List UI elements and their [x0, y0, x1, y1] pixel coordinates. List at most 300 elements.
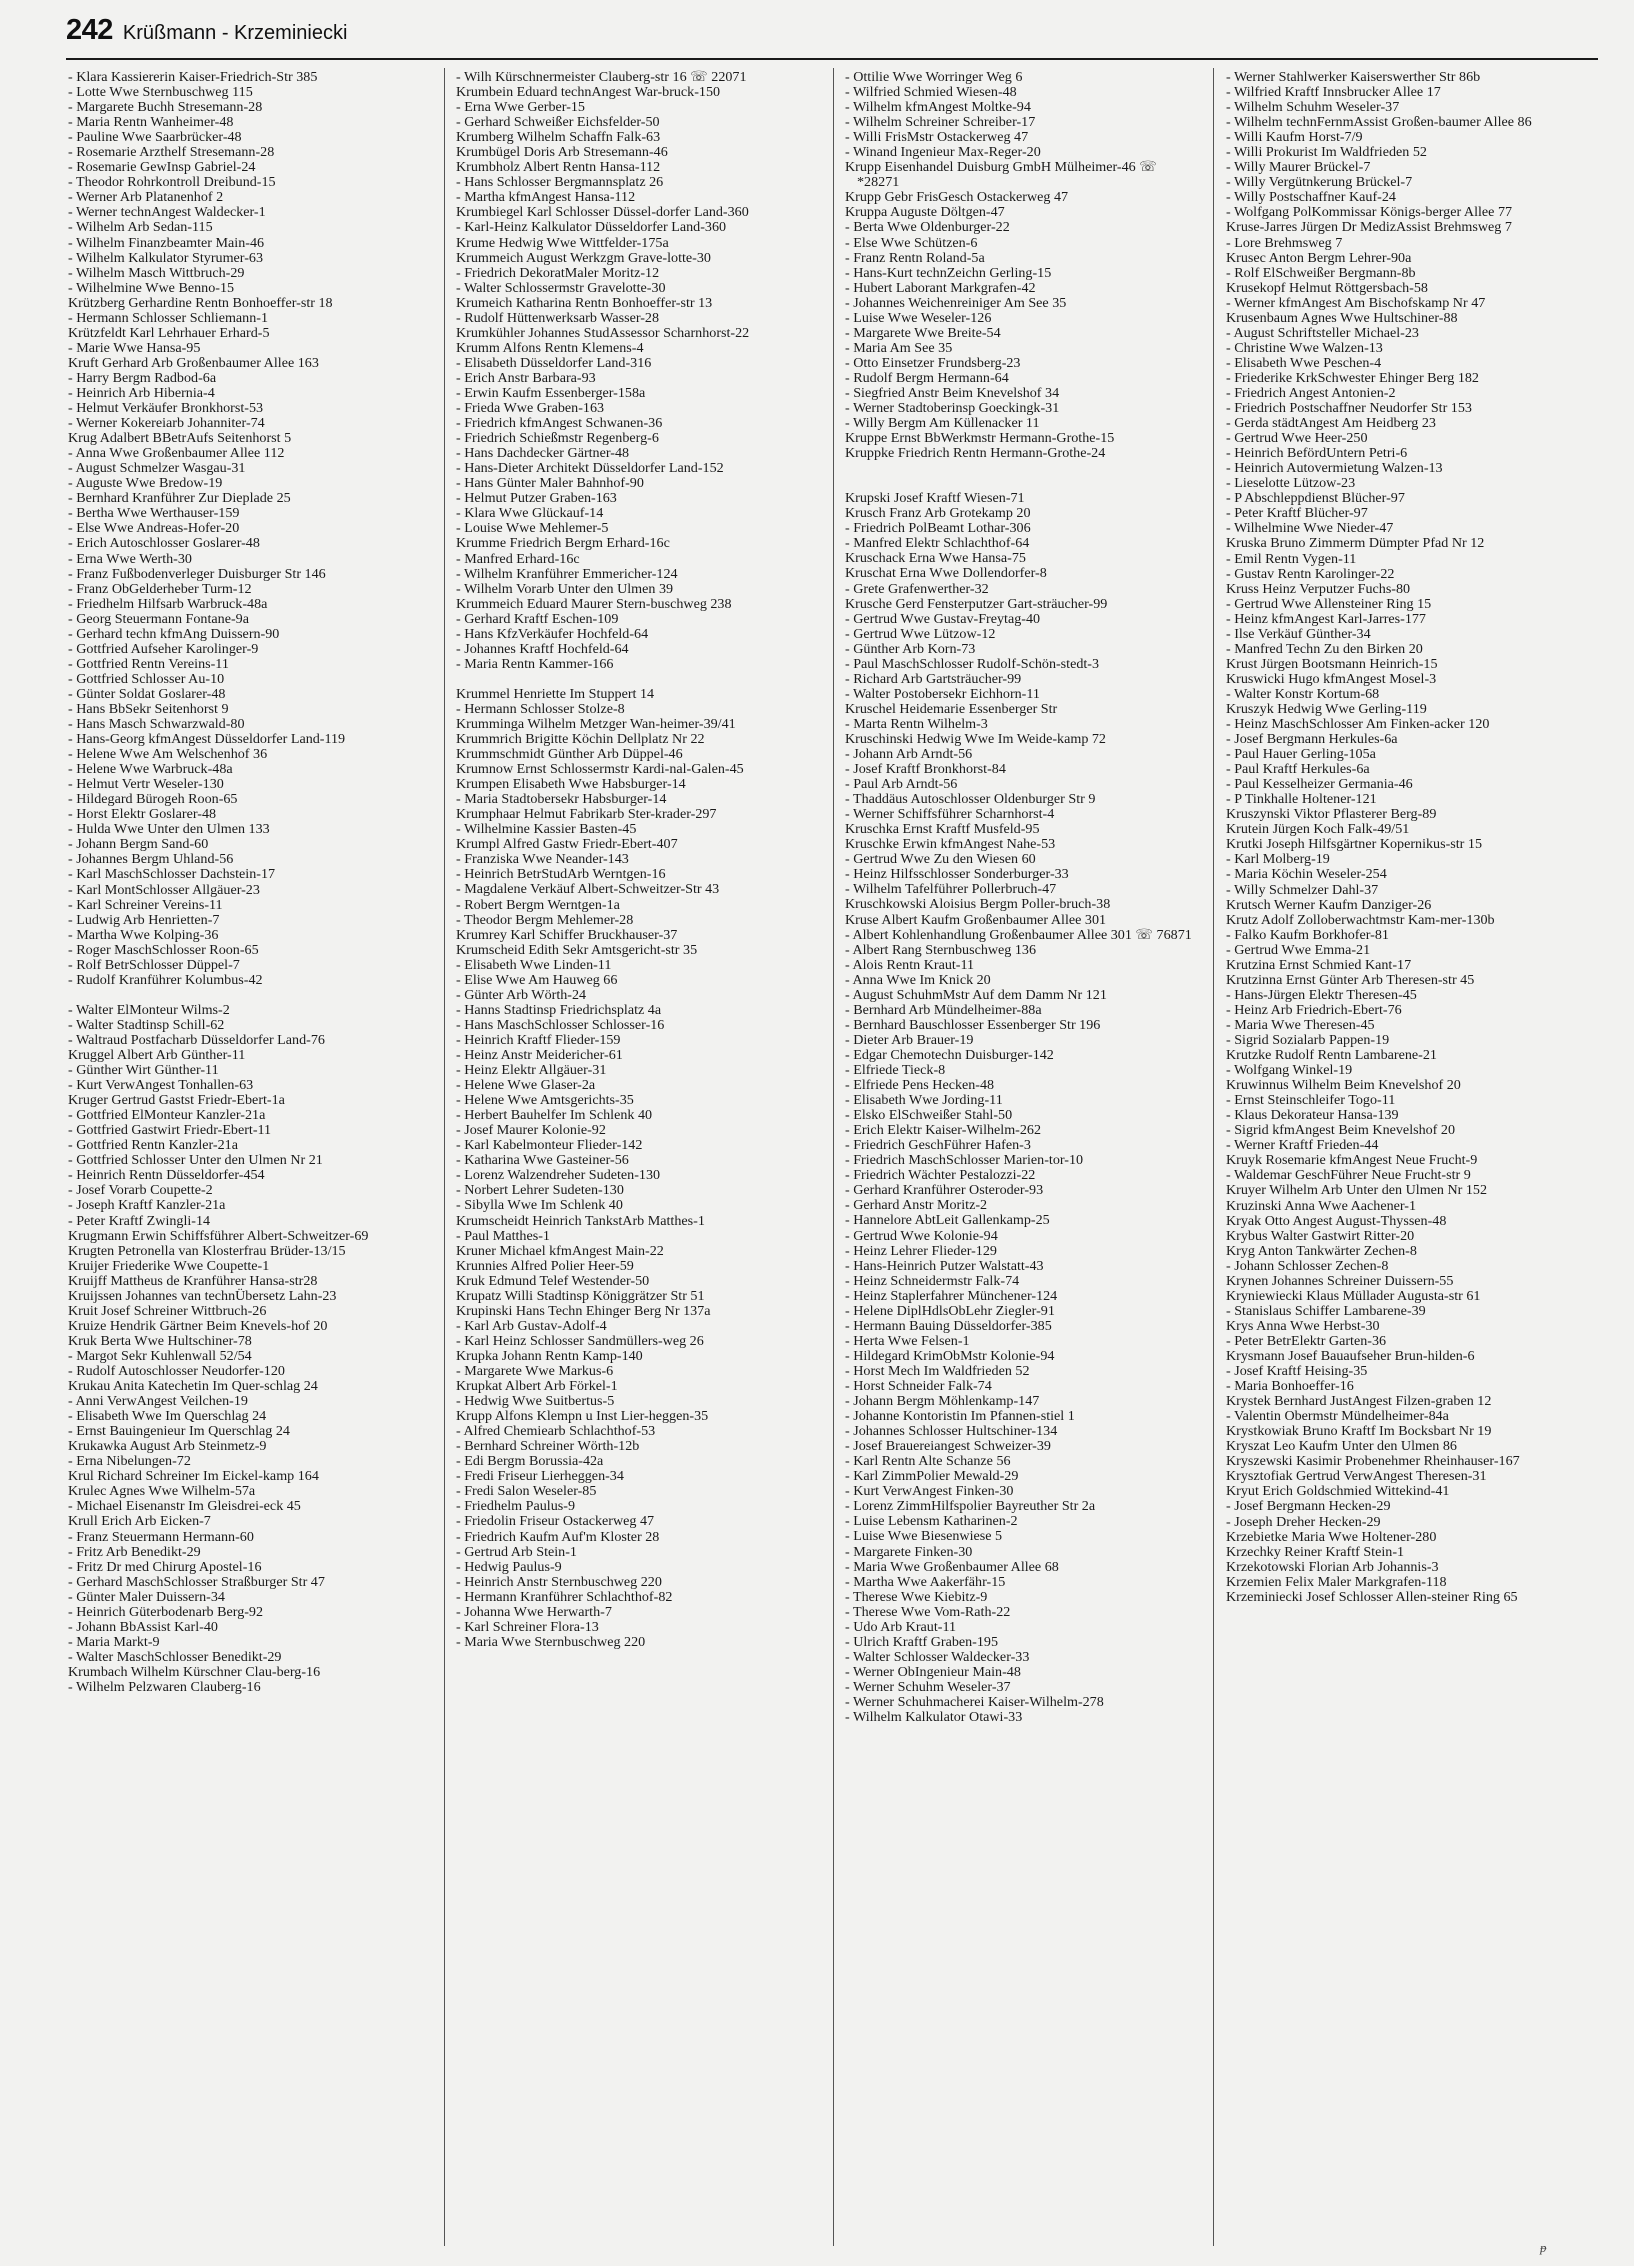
directory-entry: - Maria Köchin Weseler-254: [1226, 866, 1387, 883]
directory-entry: - Lorenz Walzendreher Sudeten-130: [456, 1167, 661, 1184]
directory-entry: - Franziska Wwe Neander-143: [456, 851, 629, 868]
directory-entry: Krumrey Karl Schiffer Bruckhauser-37: [456, 926, 678, 943]
directory-entry: - Lorenz ZimmHilfspolier Bayreuther Str 2a: [845, 1498, 1096, 1515]
directory-entry: - Fritz Arb Benedikt-29: [68, 1543, 201, 1560]
directory-entry: - Hans KfzVerkäufer Hochfeld-64: [456, 625, 649, 642]
directory-entry: - Hans MaschSchlosser Schlosser-16: [456, 1016, 665, 1033]
directory-entry: - Johann Bergm Sand-60: [68, 836, 209, 853]
directory-entry: Krummrich Brigitte Köchin Dellplatz Nr 22: [456, 731, 705, 748]
directory-entry: - Gerhard Anstr Moritz-2: [845, 1197, 988, 1214]
directory-entry: - Elisabeth Düsseldorfer Land-316: [456, 354, 652, 371]
directory-entry: - Gustav Rentn Karolinger-22: [1226, 565, 1395, 582]
directory-entry: - Rudolf Bergm Hermann-64: [845, 369, 1009, 386]
directory-entry: - Sigrid Sozialarb Pappen-19: [1226, 1032, 1390, 1048]
directory-entry: Kruszynski Viktor Pflasterer Berg-89: [1226, 806, 1437, 823]
directory-entry: - Hans Dachdecker Gärtner-48: [456, 445, 630, 462]
directory-entry: - Berta Wwe Oldenburger-22: [845, 219, 1010, 236]
directory-entry: - Karl Schreiner Vereins-11: [68, 896, 223, 913]
directory-entry: - Karl Schreiner Flora-13: [456, 1618, 599, 1635]
directory-entry: Krusch Franz Arb Grotekamp 20: [845, 505, 1031, 522]
directory-entry: - Edgar Chemotechn Duisburger-142: [845, 1046, 1054, 1063]
directory-entry: Krzekotowski Florian Arb Johannis-3: [1226, 1558, 1439, 1575]
directory-entry: Krupatz Willi Stadtinsp Königgrätzer Str 51: [456, 1287, 705, 1304]
directory-entry: - Paul Arb Arndt-56: [845, 776, 958, 793]
directory-entry: - Edi Bergm Borussia-42a: [456, 1453, 604, 1470]
directory-entry: Kryg Anton Tankwärter Zechen-8: [1226, 1242, 1417, 1259]
directory-entry: - Friedrich MaschSchlosser Marien-tor-10: [845, 1152, 1084, 1169]
directory-entry: - Wilfried Schmied Wiesen-48: [845, 84, 1017, 101]
directory-entry: - Werner Schuhm Weseler-37: [845, 1678, 1011, 1695]
directory-entry: Krunnies Alfred Polier Heer-59: [456, 1257, 634, 1274]
directory-entry: - Martha Wwe Kolping-36: [68, 926, 219, 943]
directory-entry: Krummeich Eduard Maurer Stern-buschweg 238: [456, 595, 732, 612]
directory-entry: Krumscheidt Heinrich TankstArb Matthes-1: [456, 1212, 705, 1229]
directory-entry: - Luise Lebensm Katharinen-2: [845, 1513, 1018, 1530]
directory-entry: - Klara Kassiererin Kaiser-Friedrich-Str 385: [68, 69, 318, 85]
directory-entry: - Kurt VerwAngest Finken-30: [845, 1483, 1014, 1500]
directory-entry: - Richard Arb Gartsträucher-99: [845, 670, 1022, 687]
directory-entry: - Elise Wwe Am Hauweg 66: [456, 971, 618, 988]
directory-entry: - Hermann Schlosser Stolze-8: [456, 700, 625, 717]
directory-entry: - Friedrich Schießmstr Regenberg-6: [456, 430, 659, 447]
entry-gap: [845, 461, 1195, 476]
corner-mark: ᵽ: [1540, 2240, 1547, 2255]
directory-entry: - Josef Vorarb Coupette-2: [68, 1182, 213, 1199]
directory-entry: Krutsch Werner Kaufm Danziger-26: [1226, 896, 1432, 913]
directory-entry: - Franz Rentn Roland-5a: [845, 249, 985, 266]
directory-entry: - Wilhelm Kranführer Emmericher-124: [456, 565, 678, 582]
directory-entry: - Hermann Bauing Düsseldorfer-385: [845, 1317, 1052, 1334]
directory-entry: - August Schmelzer Wasgau-31: [68, 460, 246, 477]
directory-entry: - Erwin Kaufm Essenberger-158a: [456, 384, 646, 401]
directory-entry: - Kurt VerwAngest Tonhallen-63: [68, 1077, 254, 1094]
directory-entry: Krumkühler Johannes StudAssessor Scharnhorst-22: [456, 324, 750, 341]
directory-entry: - Rudolf Hüttenwerksarb Wasser-28: [456, 309, 660, 326]
directory-entry: - August Schriftsteller Michael-23: [1226, 324, 1419, 341]
directory-entry: - Erich Anstr Barbara-93: [456, 369, 596, 386]
directory-entry: - Heinrich Arb Hibernia-4: [68, 384, 215, 401]
header-rule: [66, 58, 1598, 60]
directory-entry: Krukawka August Arb Steinmetz-9: [68, 1438, 267, 1455]
directory-entry: Krutzinna Ernst Günter Arb Theresen-str 45: [1226, 971, 1475, 988]
directory-entry: - Erich Autoschlosser Goslarer-48: [68, 535, 260, 552]
directory-entry: - Joseph Kraftf Kanzler-21a: [68, 1197, 226, 1214]
directory-entry: - Erich Elektr Kaiser-Wilhelm-262: [845, 1122, 1041, 1139]
directory-entry: Kruse-Jarres Jürgen Dr MedizAssist Brehmsweg 7: [1226, 219, 1512, 236]
directory-entry: - Fredi Salon Weseler-85: [456, 1483, 597, 1500]
directory-entry: Krusche Gerd Fensterputzer Gart-sträucher-99: [845, 595, 1108, 612]
directory-entry: Kruyk Rosemarie kfmAngest Neue Frucht-9: [1226, 1152, 1478, 1169]
directory-entry: - Maria Rentn Kammer-166: [456, 655, 614, 672]
directory-entry: - Friedhelm Hilfsarb Warbruck-48a: [68, 595, 268, 612]
directory-entry: - Wilhelmine Wwe Nieder-47: [1226, 520, 1394, 537]
directory-entry: Krützberg Gerhardine Rentn Bonhoeffer-str 18: [68, 294, 333, 311]
directory-entry: - Gottfried Gastwirt Friedr-Ebert-11: [68, 1122, 272, 1139]
directory-entry: Krupp Eisenhandel Duisburg GmbH Mülheimer-46 ☏ *28271: [845, 159, 1157, 191]
directory-entry: Krumbach Wilhelm Kürschner Clau-berg-16: [68, 1663, 321, 1680]
directory-entry: - Karl ZimmPolier Mewald-29: [845, 1468, 1019, 1485]
directory-entry: - Sigrid kfmAngest Beim Knevelshof 20: [1226, 1122, 1455, 1139]
directory-entry: - Lotte Wwe Sternbuschweg 115: [68, 84, 253, 101]
directory-entry: Krysztofiak Gertrud VerwAngest Theresen-31: [1226, 1468, 1487, 1485]
directory-entry: Kruschat Erna Wwe Dollendorfer-8: [845, 565, 1047, 582]
directory-entry: - Gottfried Schlosser Unter den Ulmen Nr 21: [68, 1152, 323, 1169]
directory-entry: - Else Wwe Schützen-6: [845, 234, 978, 251]
directory-entry: - Willy Vergütnkerung Brückel-7: [1226, 174, 1413, 191]
directory-entry: - Johann Schlosser Zechen-8: [1226, 1257, 1389, 1274]
directory-entry: Krutzina Ernst Schmied Kant-17: [1226, 956, 1412, 973]
directory-entry: - Helmut Verkäufer Bronkhorst-53: [68, 400, 264, 417]
directory-entry: - Wilhelm Arb Sedan-115: [68, 219, 213, 236]
directory-entry: - Erna Nibelungen-72: [68, 1453, 191, 1470]
directory-entry: - Friedrich Wächter Pestalozzi-22: [845, 1167, 1036, 1184]
directory-entry: Kruschke Erwin kfmAngest Nahe-53: [845, 836, 1056, 853]
directory-entry: - Norbert Lehrer Sudeten-130: [456, 1182, 624, 1199]
directory-entry: Krysmann Josef Bauaufseher Brun-hilden-6: [1226, 1347, 1475, 1364]
directory-entry: - Walter Schlosser Waldecker-33: [845, 1648, 1030, 1665]
directory-entry: - Elisabeth Wwe Peschen-4: [1226, 354, 1382, 371]
entry-gap: [68, 988, 418, 1003]
directory-entry: Krul Richard Schreiner Im Eickel-kamp 164: [68, 1468, 319, 1485]
directory-entry: - Heinz Schneidermstr Falk-74: [845, 1272, 1020, 1289]
directory-entry: - Werner kfmAngest Am Bischofskamp Nr 47: [1226, 294, 1486, 311]
directory-entry: - Elfriede Pens Hecken-48: [845, 1077, 995, 1094]
directory-entry: Krzemien Felix Maler Markgrafen-118: [1226, 1573, 1447, 1590]
directory-entry: - Hanns Stadtinsp Friedrichsplatz 4a: [456, 1001, 662, 1018]
directory-entry: - Lieselotte Lützow-23: [1226, 475, 1356, 492]
directory-entry: - Helene Wwe Am Welschenhof 36: [68, 746, 268, 763]
directory-entry: Kruwinnus Wilhelm Beim Knevelshof 20: [1226, 1077, 1461, 1094]
directory-entry: - Wilhelm Kalkulator Otawi-33: [845, 1709, 1023, 1726]
directory-entry: - Werner Stadtoberinsp Goeckingk-31: [845, 400, 1060, 417]
directory-entry: - Falko Kaufm Borkhofer-81: [1226, 926, 1389, 943]
directory-entry: - Horst Mech Im Waldfrieden 52: [845, 1362, 1030, 1379]
directory-entry: - Ottilie Wwe Worringer Weg 6: [845, 69, 1023, 85]
directory-entry: - Erna Wwe Gerber-15: [456, 99, 585, 116]
directory-entry: Krummeich August Werkzgm Grave-lotte-30: [456, 249, 711, 266]
directory-entry: - Walter Konstr Kortum-68: [1226, 685, 1380, 702]
directory-entry: Krummschmidt Günther Arb Düppel-46: [456, 746, 683, 763]
directory-entry: - Magdalene Verkäuf Albert-Schweitzer-Str 43: [456, 881, 720, 898]
directory-entry: - Rolf ElSchweißer Bergmann-8b: [1226, 264, 1416, 281]
directory-entry: - Gottfried Rentn Vereins-11: [68, 655, 229, 672]
directory-entry: Krumbholz Albert Rentn Hansa-112: [456, 159, 661, 176]
directory-entry: - Karl MontSchlosser Allgäuer-23: [68, 881, 260, 898]
directory-entry: - Helene DiplHdlsObLehr Ziegler-91: [845, 1302, 1055, 1319]
directory-entry: - Johanna Wwe Herwarth-7: [456, 1603, 612, 1620]
directory-entry: - Wilhelmine Wwe Benno-15: [68, 279, 235, 296]
directory-entry: - Heinrich BefördUntern Petri-6: [1226, 445, 1408, 462]
directory-entry: Krumpen Elisabeth Wwe Habsburger-14: [456, 776, 686, 793]
directory-entry: - Gerhard Schweißer Eichsfelder-50: [456, 114, 660, 131]
directory-entry: - Bernhard Schreiner Wörth-12b: [456, 1438, 640, 1455]
entry-gap: [456, 672, 806, 687]
directory-entry: - Willy Postschaffner Kauf-24: [1226, 189, 1396, 206]
directory-entry: Kruger Gertrud Gastst Friedr-Ebert-1a: [68, 1092, 285, 1109]
directory-entry: - Franz Steuermann Hermann-60: [68, 1528, 254, 1545]
directory-entry: - Willi FrisMstr Ostackerweg 47: [845, 129, 1029, 146]
directory-entry: - Hans BbSekr Seitenhorst 9: [68, 700, 229, 717]
directory-entry: - Marta Rentn Wilhelm-3: [845, 715, 988, 732]
directory-entry: Krumm Alfons Rentn Klemens-4: [456, 339, 644, 356]
directory-entry: - Heinrich Autovermietung Walzen-13: [1226, 460, 1443, 477]
directory-entry: - Heinz Anstr Meidericher-61: [456, 1047, 623, 1063]
directory-entry: - Thaddäus Autoschlosser Oldenburger Str 9: [845, 791, 1096, 808]
directory-entry: - Werner Kraftf Frieden-44: [1226, 1137, 1379, 1154]
directory-entry: - Rosemarie Arzthelf Stresemann-28: [68, 144, 275, 161]
directory-entry: - Anni VerwAngest Veilchen-19: [68, 1393, 248, 1410]
directory-entry: - Rudolf Kranführer Kolumbus-42: [68, 971, 263, 988]
directory-entry: - Hans-Heinrich Putzer Walstatt-43: [845, 1257, 1044, 1274]
directory-entry: - Stanislaus Schiffer Lambarene-39: [1226, 1302, 1426, 1319]
directory-entry: - Paul Matthes-1: [456, 1227, 550, 1244]
directory-entry: - Bernhard Arb Mündelheimer-88a: [845, 1001, 1042, 1018]
directory-entry: - Sibylla Wwe Im Schlenk 40: [456, 1197, 623, 1214]
directory-entry: - Gertrud Wwe Zu den Wiesen 60: [845, 851, 1036, 868]
directory-entry: - Elsko ElSchweißer Stahl-50: [845, 1107, 1013, 1124]
directory-entry: - Heinz Lehrer Flieder-129: [845, 1242, 997, 1259]
directory-entry: Krutzke Rudolf Rentn Lambarene-21: [1226, 1047, 1437, 1064]
directory-entry: Krumnow Ernst Schlossermstr Kardi-nal-Galen-45: [456, 761, 744, 778]
directory-entry: - Wolfgang Winkel-19: [1226, 1062, 1353, 1079]
directory-entry: - Elisabeth Wwe Jording-11: [845, 1092, 1003, 1109]
directory-entry: - Margarete Finken-30: [845, 1543, 973, 1560]
directory-entry: - Walter Schlossermstr Gravelotte-30: [456, 279, 666, 296]
directory-entry: - Paul MaschSchlosser Rudolf-Schön-stedt-3: [845, 655, 1100, 672]
directory-entry: - Wilhelm Schuhm Weseler-37: [1226, 99, 1400, 116]
directory-entry: - Gottfried Schlosser Au-10: [68, 670, 225, 687]
directory-entry: - Gertrud Wwe Emma-21: [1226, 941, 1371, 958]
directory-entry: - Hans Günter Maler Bahnhof-90: [456, 475, 644, 492]
directory-entry: - Gerhard MaschSchlosser Straßburger Str 47: [68, 1573, 325, 1590]
directory-entry: - Günter Soldat Goslarer-48: [68, 685, 226, 702]
directory-entry: - Heinz Staplerfahrer Münchener-124: [845, 1287, 1058, 1304]
directory-entry: - Gottfried Aufseher Karolinger-9: [68, 640, 259, 657]
directory-entry: Kruss Heinz Verputzer Fuchs-80: [1226, 580, 1411, 597]
directory-entry: - Christine Wwe Walzen-13: [1226, 339, 1383, 356]
directory-entry: - Friedrich Angest Antonien-2: [1226, 384, 1396, 401]
directory-entry: Krumpl Alfred Gastw Friedr-Ebert-407: [456, 836, 678, 853]
column-2: [456, 70, 806, 1650]
directory-entry: - Karl Heinz Schlosser Sandmüllers-weg 26: [456, 1332, 704, 1349]
directory-entry: Krutz Adolf Zolloberwachtmstr Kam-mer-130b: [1226, 911, 1495, 928]
directory-entry: - Otto Einsetzer Frundsberg-23: [845, 354, 1021, 371]
directory-entry: - Helene Wwe Glaser-2a: [456, 1077, 596, 1094]
directory-entry: - Ernst Steinschleifer Togo-11: [1226, 1092, 1396, 1109]
directory-entry: - Herbert Bauhelfer Im Schlenk 40: [456, 1107, 653, 1124]
directory-entry: - Josef Kraftf Heising-35: [1226, 1363, 1368, 1380]
directory-entry: - Karl Kabelmonteur Flieder-142: [456, 1137, 643, 1154]
directory-entry: Krystek Bernhard JustAngest Filzen-graben 12: [1226, 1393, 1492, 1410]
directory-entry: - Siegfried Anstr Beim Knevelshof 34: [845, 384, 1060, 401]
directory-entry: - Werner Arb Platanenhof 2: [68, 189, 224, 206]
directory-entry: - Hedwig Paulus-9: [456, 1558, 562, 1575]
directory-entry: Krzebietke Maria Wwe Holtener-280: [1226, 1528, 1437, 1545]
directory-entry: - Günther Wirt Günther-11: [68, 1062, 219, 1079]
directory-entry: Kruppa Auguste Döltgen-47: [845, 204, 1005, 221]
directory-entry: - Pauline Wwe Saarbrücker-48: [68, 129, 242, 146]
directory-entry: - Grete Grafenwerther-32: [845, 580, 989, 597]
directory-entry: - Heinz Hilfsschlosser Sonderburger-33: [845, 866, 1069, 883]
directory-entry: - Wilhelm Finanzbeamter Main-46: [68, 234, 265, 251]
directory-entry: - Karl Molberg-19: [1226, 851, 1330, 868]
directory-entry: - Wilhelm Kalkulator Styrumer-63: [68, 249, 263, 266]
directory-entry: Krulec Agnes Wwe Wilhelm-57a: [68, 1483, 256, 1500]
directory-entry: Kruppke Friedrich Rentn Hermann-Grothe-24: [845, 445, 1106, 462]
directory-entry: - Walter ElMonteur Wilms-2: [68, 1001, 230, 1018]
directory-entry: - Albert Kohlenhandlung Großenbaumer Allee 301 ☏ 76871: [845, 926, 1192, 943]
directory-entry: - Helene Wwe Amtsgerichts-35: [456, 1092, 634, 1109]
directory-entry: - Hans-Kurt technZeichn Gerling-15: [845, 264, 1052, 281]
directory-entry: Kruggel Albert Arb Günther-11: [68, 1047, 246, 1063]
directory-entry: - Hermann Kranführer Schlachthof-82: [456, 1588, 673, 1605]
directory-entry: - Werner Schiffsführer Scharnhorst-4: [845, 806, 1055, 823]
directory-entry: Krumberg Wilhelm Schaffn Falk-63: [456, 129, 661, 146]
directory-entry: - Gertrud Wwe Lützow-12: [845, 625, 996, 642]
directory-entry: Kruijff Mattheus de Kranführer Hansa-str28: [68, 1272, 318, 1289]
directory-entry: - Theodor Rohrkontroll Dreibund-15: [68, 174, 276, 191]
directory-entry: - Martha kfmAngest Hansa-112: [456, 189, 636, 206]
directory-entry: - Anna Wwe Großenbaumer Allee 112: [68, 445, 285, 462]
directory-entry: - Bernhard Bauschlosser Essenberger Str 196: [845, 1016, 1101, 1033]
directory-entry: - Elisabeth Wwe Linden-11: [456, 956, 612, 973]
directory-entry: Krützfeldt Karl Lehrhauer Erhard-5: [68, 324, 270, 341]
directory-entry: Krynen Johannes Schreiner Duissern-55: [1226, 1272, 1454, 1289]
directory-entry: - Willi Kaufm Horst-7/9: [1226, 129, 1363, 146]
directory-entry: - Herta Wwe Felsen-1: [845, 1332, 970, 1349]
directory-entry: - Alois Rentn Kraut-11: [845, 956, 975, 973]
directory-entry: - Marie Wwe Hansa-95: [68, 339, 201, 356]
directory-entry: - Rudolf Autoschlosser Neudorfer-120: [68, 1362, 285, 1379]
directory-entry: - Helmut Putzer Graben-163: [456, 490, 617, 507]
directory-entry: - Wilhelm Pelzwaren Clauberg-16: [68, 1678, 261, 1695]
directory-entry: - Maria Rentn Wanheimer-48: [68, 114, 234, 131]
directory-entry: - Gertrud Wwe Allensteiner Ring 15: [1226, 595, 1432, 612]
directory-entry: - Karl-Heinz Kalkulator Düsseldorfer Land-360: [456, 219, 727, 236]
directory-entry: - Johannes Kraftf Hochfeld-64: [456, 640, 629, 657]
directory-entry: - Josef Kraftf Bronkhorst-84: [845, 761, 1006, 778]
directory-entry: - Hermann Schlosser Schliemann-1: [68, 309, 269, 326]
directory-entry: - Friedhelm Paulus-9: [456, 1498, 575, 1515]
directory-entry: Kruschack Erna Wwe Hansa-75: [845, 550, 1026, 567]
directory-entry: - Gerhard techn kfmAng Duissern-90: [68, 625, 280, 642]
directory-entry: - Peter Kraftf Blücher-97: [1226, 505, 1368, 522]
directory-entry: - Josef Bergmann Hecken-29: [1226, 1498, 1391, 1515]
directory-entry: Krzeminiecki Josef Schlosser Allen-steiner Ring 65: [1226, 1588, 1518, 1605]
directory-entry: - Wolfgang PolKommissar Königs-berger Allee 77: [1226, 204, 1513, 221]
directory-entry: - Johann Arb Arndt-56: [845, 746, 973, 763]
directory-entry: - Rosemarie GewInsp Gabriel-24: [68, 159, 256, 176]
directory-entry: Krystkowiak Bruno Kraftf Im Bocksbart Nr 19: [1226, 1423, 1492, 1440]
directory-entry: - Ludwig Arb Henrietten-7: [68, 911, 220, 928]
directory-entry: - Bertha Wwe Werthauser-159: [68, 505, 240, 522]
directory-entry: - Friedrich PolBeamt Lothar-306: [845, 520, 1031, 537]
directory-entry: - Hannelore AbtLeit Gallenkamp-25: [845, 1212, 1050, 1229]
directory-entry: - Werner technAngest Waldecker-1: [68, 204, 266, 221]
directory-entry: - Margot Sekr Kuhlenwall 52/54: [68, 1347, 252, 1364]
entry-gap: [845, 476, 1195, 491]
directory-entry: Krumbiegel Karl Schlosser Düssel-dorfer Land-360: [456, 204, 749, 221]
directory-entry: Krumphaar Helmut Fabrikarb Ster-krader-297: [456, 806, 717, 823]
directory-entry: - Heinrich Güterbodenarb Berg-92: [68, 1603, 264, 1620]
directory-entry: Kruft Gerhard Arb Großenbaumer Allee 163: [68, 354, 319, 371]
directory-entry: - Luise Wwe Biesenwiese 5: [845, 1528, 1003, 1545]
directory-entry: - Willi Prokurist Im Waldfrieden 52: [1226, 144, 1427, 161]
directory-entry: - Günter Arb Wörth-24: [456, 986, 587, 1003]
directory-entry: Krusekopf Helmut Röttgersbach-58: [1226, 279, 1428, 296]
directory-entry: - Robert Bergm Werntgen-1a: [456, 896, 620, 913]
directory-entry: - Heinz MaschSchlosser Am Finken-acker 120: [1226, 716, 1490, 733]
directory-entry: - Gerda städtAngest Am Heidberg 23: [1226, 415, 1436, 432]
directory-entry: - Auguste Wwe Bredow-19: [68, 475, 223, 492]
directory-entry: - August SchuhmMstr Auf dem Damm Nr 121: [845, 986, 1107, 1003]
directory-entry: - Maria Wwe Theresen-45: [1226, 1016, 1375, 1033]
directory-entry: - Walter MaschSchlosser Benedikt-29: [68, 1648, 282, 1665]
directory-entry: Krumeich Katharina Rentn Bonhoeffer-str 13: [456, 294, 713, 311]
directory-entry: - Franz ObGelderheber Turm-12: [68, 580, 252, 597]
directory-entry: Kruk Berta Wwe Hultschiner-78: [68, 1332, 252, 1349]
directory-entry: - Katharina Wwe Gasteiner-56: [456, 1152, 629, 1169]
directory-entry: - Manfred Techn Zu den Birken 20: [1226, 640, 1423, 657]
directory-entry: - Hulda Wwe Unter den Ulmen 133: [68, 821, 270, 838]
directory-entry: - Gerhard Kranführer Osteroder-93: [845, 1182, 1044, 1199]
directory-entry: - Gertrud Arb Stein-1: [456, 1543, 577, 1560]
directory-entry: Krupinski Hans Techn Ehinger Berg Nr 137a: [456, 1302, 711, 1319]
directory-entry: - Karl Rentn Alte Schanze 56: [845, 1453, 1011, 1470]
directory-entry: - Gottfried Rentn Kanzler-21a: [68, 1137, 238, 1154]
directory-entry: - Werner Stahlwerker Kaiserswerther Str 86b: [1226, 69, 1481, 85]
directory-entry: - Fredi Friseur Lierheggen-34: [456, 1468, 624, 1485]
directory-entry: - Wilh Kürschnermeister Clauberg-str 16 ☏ 22071: [456, 69, 747, 85]
directory-entry: Krutein Jürgen Koch Falk-49/51: [1226, 821, 1410, 838]
directory-entry: - Willy Schmelzer Dahl-37: [1226, 881, 1379, 898]
directory-entry: - Lore Brehmsweg 7: [1226, 234, 1343, 251]
directory-entry: - Peter BetrElektr Garten-36: [1226, 1332, 1387, 1349]
directory-entry: Krumme Friedrich Bergm Erhard-16c: [456, 535, 670, 552]
directory-entry: - Ulrich Kraftf Graben-195: [845, 1633, 999, 1650]
directory-entry: - Gertrud Wwe Gustav-Freytag-40: [845, 610, 1041, 627]
page-title: Krüßmann - Krzeminiecki: [122, 22, 348, 44]
directory-entry: Krupka Johann Rentn Kamp-140: [456, 1347, 643, 1364]
directory-entry: Krumscheid Edith Sekr Amtsgericht-str 35: [456, 941, 698, 958]
directory-entry: - Paul Kesselheizer Germania-46: [1226, 776, 1413, 793]
directory-entry: - Hildegard KrimObMstr Kolonie-94: [845, 1347, 1055, 1364]
directory-entry: Kruschka Ernst Kraftf Musfeld-95: [845, 821, 1040, 838]
directory-entry: Krupp Alfons Klempn u Inst Lier-heggen-35: [456, 1408, 709, 1425]
directory-entry: Kruszyk Hedwig Wwe Gerling-119: [1226, 700, 1427, 717]
directory-entry: - Gertrud Wwe Heer-250: [1226, 430, 1368, 447]
directory-entry: - Wilhelm Masch Wittbruch-29: [68, 264, 245, 281]
directory-entry: - Maria Wwe Sternbuschweg 220: [456, 1633, 646, 1650]
directory-entry: - Friederike KrkSchwester Ehinger Berg 182: [1226, 369, 1479, 386]
directory-entry: - Valentin Obermstr Mündelheimer-84a: [1226, 1408, 1449, 1425]
directory-entry: - Wilhelmine Kassier Basten-45: [456, 821, 637, 838]
directory-entry: - Winand Ingenieur Max-Reger-20: [845, 144, 1041, 161]
directory-entry: - Martha Wwe Aakerfähr-15: [845, 1573, 1006, 1590]
directory-entry: - Fritz Dr med Chirurg Apostel-16: [68, 1558, 262, 1575]
directory-entry: Kruijssen Johannes van technÜbersetz Lahn-23: [68, 1287, 337, 1304]
directory-entry: Kruner Michael kfmAngest Main-22: [456, 1242, 664, 1259]
directory-entry: - Wilhelm technFernmAssist Großen-baumer Allee 86: [1226, 114, 1532, 131]
directory-entry: - Heinrich Anstr Sternbuschweg 220: [456, 1573, 662, 1590]
directory-entry: - Louise Wwe Mehlemer-5: [456, 520, 609, 537]
directory-entry: - P Tinkhalle Holtener-121: [1226, 791, 1377, 808]
directory-entry: - Hans-Jürgen Elektr Theresen-45: [1226, 986, 1417, 1003]
column-divider: [1213, 68, 1214, 2246]
directory-entry: Kruzinski Anna Wwe Aachener-1: [1226, 1197, 1417, 1214]
directory-entry: Krzechky Reiner Kraftf Stein-1: [1226, 1543, 1405, 1560]
directory-entry: - Werner ObIngenieur Main-48: [845, 1663, 1021, 1680]
